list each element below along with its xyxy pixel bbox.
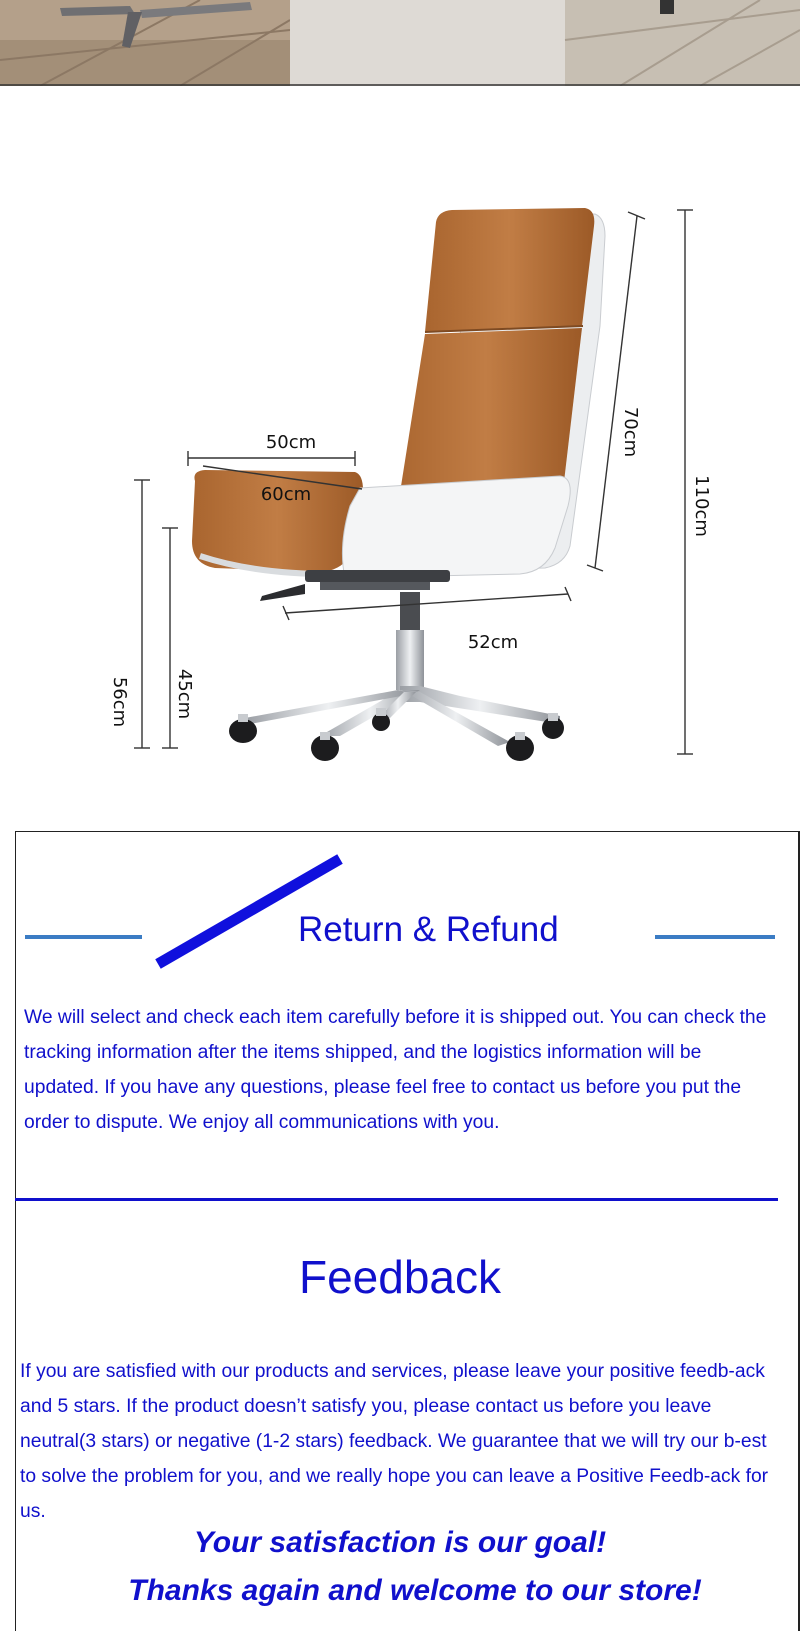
top-photo-strip (0, 0, 800, 86)
chair-image (192, 208, 605, 761)
feedback-body: If you are satisfied with our products and services, please leave your positive feedb-ack and 5 stars. If the product doesn’t satisfy you, please contact us before you leave neutral(3 stars) or negative (1-2 stars) feedback. We guarantee that we will try our b-est to solve the problem for you, and we really hope you can leave a Positive Feedb-ack for us. (20, 1361, 769, 1522)
backrest-height-label: 70cm (620, 406, 641, 458)
return-heading-decoration (0, 831, 800, 971)
max-seat-height-label: 56cm (109, 676, 130, 728)
satisfaction-slogan: Your satisfaction is our goal! (193, 1526, 607, 1559)
welcome-slogan: Thanks again and welcome to our store! (128, 1574, 702, 1607)
return-refund-title: Return & Refund (298, 910, 559, 949)
section-divider (15, 1198, 778, 1201)
chair-dimension-diagram (0, 86, 800, 831)
seat-depth-label: 60cm (260, 484, 312, 505)
return-refund-body: We will select and check each item carefully before it is shipped out. You can check the tracking information after the items shipped, and the logistics information will be updated. If you have any questions, please feel free to contact us before you put the order to dispute. We enjoy all communications with you. (24, 1007, 767, 1133)
base-width-label: 52cm (467, 632, 519, 653)
min-seat-height-label: 45cm (174, 668, 195, 720)
feedback-title: Feedback (298, 1251, 501, 1303)
seat-width-label: 50cm (265, 432, 317, 453)
total-height-label: 110cm (691, 475, 712, 537)
